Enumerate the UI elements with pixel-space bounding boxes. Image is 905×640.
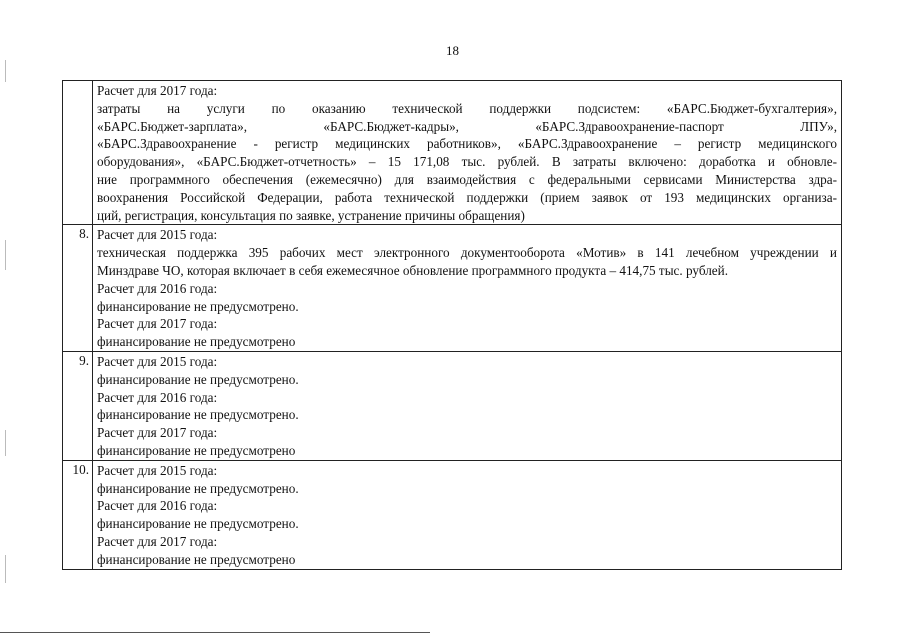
footer-divider: [0, 632, 430, 633]
scan-artifact: [2, 430, 8, 456]
text-line: финансирование не предусмотрено.: [97, 516, 299, 532]
text-line: «БАРС.Бюджет-зарплата», «БАРС.Бюджет-кадры», «БАРС.Здравоохранение-паспорт ЛПУ»,: [97, 118, 837, 134]
row-number: 9.: [63, 351, 93, 460]
table-row: [63, 460, 842, 569]
row-content: [93, 225, 842, 352]
text-line: Минздраве ЧО, которая включает в себя ежемесячное обновление программного продукта – 414,75 тыс. рублей.: [97, 262, 729, 278]
scan-artifact: [2, 240, 8, 270]
text-line: Расчет для 2016 года:: [97, 280, 218, 296]
text-line: воохранения Российской Федерации, работа технической поддержки (прием заявок от 193 медицинских организа-: [97, 189, 837, 205]
text-line: финансирование не предусмотрено.: [97, 298, 299, 314]
page-number: 18: [446, 43, 459, 58]
row-number: 10.: [63, 460, 93, 569]
text-line: Расчет для 2015 года:: [97, 227, 218, 243]
row-number: [63, 81, 93, 225]
text-line: Расчет для 2017 года:: [97, 533, 218, 549]
table-row: [63, 81, 842, 225]
row-content: [93, 81, 842, 225]
table-row: [63, 225, 842, 352]
table-row: [63, 351, 842, 460]
text-line: Расчет для 2016 года:: [97, 389, 218, 405]
text-line: финансирование не предусмотрено.: [97, 407, 299, 423]
scan-artifact: [2, 555, 8, 583]
text-line: техническая поддержка 395 рабочих мест электронного документооборота «Мотив» в 141 лечебном учреждении и: [97, 245, 837, 261]
document-table: [62, 80, 842, 570]
text-line: Расчет для 2017 года:: [97, 425, 218, 441]
text-line: Расчет для 2015 года:: [97, 353, 218, 369]
text-line: оборудования», «БАРС.Бюджет-отчетность» – 15 171,08 тыс. рублей. В затраты включено: доработка и обновле-: [97, 154, 837, 170]
text-line: затраты на услуги по оказанию технической поддержки подсистем: «БАРС.Бюджет-бухгалтерия»,: [97, 100, 837, 116]
text-line: Расчет для 2015 года:: [97, 462, 218, 478]
row-number: 8.: [63, 225, 93, 352]
text-line: финансирование не предусмотрено.: [97, 480, 299, 496]
text-line: финансирование не предусмотрено: [97, 551, 296, 567]
text-line: «БАРС.Здравоохранение - регистр медицинских работников», «БАРС.Здравоохранение – регистр медицинского: [97, 136, 837, 152]
text-line: Расчет для 2017 года:: [97, 316, 218, 332]
text-line: финансирование не предусмотрено: [97, 334, 296, 350]
scan-artifact: [2, 60, 8, 82]
text-line: финансирование не предусмотрено: [97, 442, 296, 458]
text-line: ций, регистрация, консультация по заявке, устранение причины обращения): [97, 207, 525, 223]
row-content: [93, 460, 842, 569]
row-content: [93, 351, 842, 460]
text-line: Расчет для 2016 года:: [97, 498, 218, 514]
text-line: Расчет для 2017 года:: [97, 83, 218, 98]
text-line: ние программного обеспечения (ежемесячно) для взаимодействия с федеральными сервисами Министерства здра-: [97, 171, 837, 187]
text-line: финансирование не предусмотрено.: [97, 371, 299, 387]
